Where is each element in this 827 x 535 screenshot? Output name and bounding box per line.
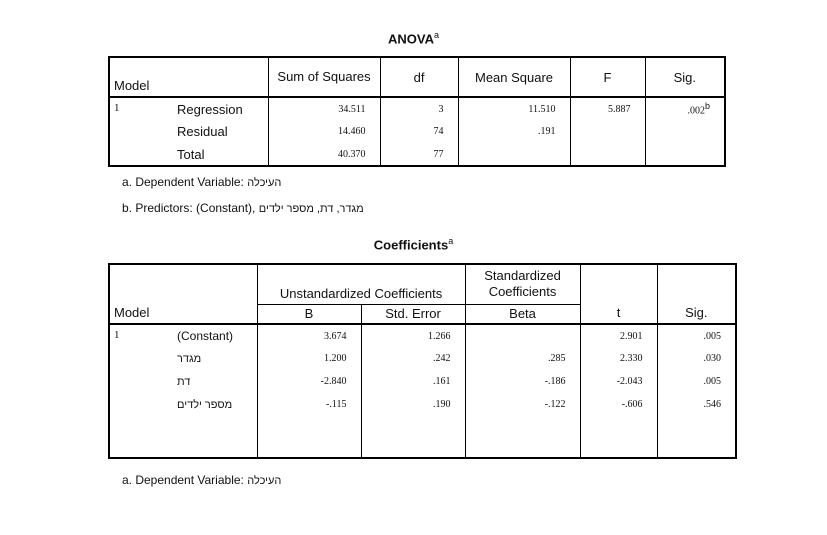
coef-b-cell: -2.840 — [257, 370, 361, 393]
coef-model-number: 1 — [114, 329, 120, 341]
coefficients-title-footnote-marker: a — [448, 236, 454, 246]
coef-b-cell: -.115 — [257, 393, 361, 416]
coef-row-label: מגדר — [173, 347, 257, 370]
coefficients-table — [108, 263, 737, 459]
anova-title-footnote-marker: a — [433, 30, 439, 40]
anova-df-cell: 74 — [380, 120, 458, 143]
coef-header-sig: Sig. — [685, 305, 708, 320]
table-row — [109, 324, 736, 347]
coefficients-footnote-a-prefix: a. Dependent Variable: — [122, 473, 244, 487]
anova-header-model: Model — [109, 57, 268, 97]
coef-t-cell: 2.330 — [580, 347, 657, 370]
coef-b-cell: 3.674 — [257, 324, 361, 347]
anova-footnote-b-value: מגדר, דת, מספר ילדים — [258, 203, 364, 215]
anova-ss-cell: 34.511 — [268, 97, 380, 120]
coef-sig-cell: .005 — [703, 330, 722, 342]
coef-header-model: Model — [109, 264, 257, 324]
anova-table — [108, 56, 726, 167]
coef-t-cell: 2.901 — [580, 324, 657, 347]
coef-t-cell: -.606 — [580, 393, 657, 416]
anova-header-f: F — [570, 57, 645, 97]
anova-f-cell: 5.887 — [570, 97, 645, 120]
anova-ms-cell: 11.510 — [458, 97, 570, 120]
coef-se-cell: .190 — [361, 393, 465, 416]
anova-footnote-b-prefix: b. Predictors: (Constant), — [122, 201, 256, 215]
coef-header-std-error: Std. Error — [361, 304, 465, 324]
anova-footnote-a — [122, 175, 281, 189]
anova-df-cell: 3 — [380, 97, 458, 120]
table-row — [109, 97, 725, 120]
coef-sig-cell: .030 — [703, 353, 722, 364]
anova-sig-cell — [645, 120, 725, 143]
coef-b-cell: 1.200 — [257, 347, 361, 370]
anova-title-text: ANOVA — [388, 31, 434, 47]
anova-row-label: Residual — [173, 120, 268, 143]
anova-ms-cell: .191 — [458, 120, 570, 143]
anova-header-sum-of-squares: Sum of Squares — [268, 57, 380, 97]
table-row — [109, 143, 725, 166]
anova-title — [0, 30, 827, 46]
coef-header-beta: Beta — [465, 304, 580, 324]
anova-header-df: df — [380, 57, 458, 97]
anova-ss-cell: 14.460 — [268, 120, 380, 143]
anova-row-label: Regression — [173, 97, 268, 120]
anova-f-cell — [570, 120, 645, 143]
coefficients-footnote-a — [122, 473, 281, 487]
coef-header-unstandardized: Unstandardized Coefficients — [257, 264, 465, 304]
table-row — [109, 347, 736, 370]
coefficients-title — [0, 236, 827, 252]
anova-header-mean-square: Mean Square — [458, 57, 570, 97]
coef-se-cell: .242 — [361, 347, 465, 370]
coef-sig-cell: .546 — [703, 399, 722, 410]
table-row-empty — [109, 416, 736, 458]
anova-row-label: Total — [173, 143, 268, 166]
coef-beta-cell: -.122 — [465, 393, 580, 416]
coef-row-label: דת — [173, 370, 257, 393]
coefficients-title-text: Coefficients — [373, 237, 449, 253]
anova-model-number: 1 — [114, 102, 120, 114]
coef-sig-cell: .005 — [703, 376, 722, 387]
anova-footnote-a-value: העיכלה — [247, 177, 282, 189]
anova-df-cell: 77 — [380, 143, 458, 166]
anova-footnote-b — [122, 201, 364, 215]
coefficients-footnote-a-value: העיכלה — [247, 475, 282, 487]
anova-ss-cell: 40.370 — [268, 143, 380, 166]
coef-se-cell: 1.266 — [361, 324, 465, 347]
anova-header-sig: Sig. — [645, 57, 725, 97]
anova-sig-cell — [645, 143, 725, 166]
coef-row-label: (Constant) — [173, 324, 257, 347]
anova-f-cell — [570, 143, 645, 166]
table-row — [109, 370, 736, 393]
coef-beta-cell — [465, 324, 580, 347]
coef-beta-cell: -.186 — [465, 370, 580, 393]
anova-sig-footnote-marker: b — [705, 101, 711, 112]
coef-beta-cell: .285 — [465, 347, 580, 370]
coef-se-cell: .161 — [361, 370, 465, 393]
anova-ms-cell — [458, 143, 570, 166]
coef-header-t: t — [580, 264, 657, 324]
anova-sig-cell — [645, 97, 725, 120]
anova-footnote-a-prefix: a. Dependent Variable: — [122, 175, 244, 189]
table-row — [109, 393, 736, 416]
coef-header-standardized: Standardized Coefficients — [465, 264, 580, 304]
table-row — [109, 120, 725, 143]
anova-sig-value: .002 — [687, 105, 705, 117]
coef-t-cell: -2.043 — [580, 370, 657, 393]
coef-header-b: B — [257, 304, 361, 324]
coef-row-label: מספר ילדים — [173, 393, 257, 416]
